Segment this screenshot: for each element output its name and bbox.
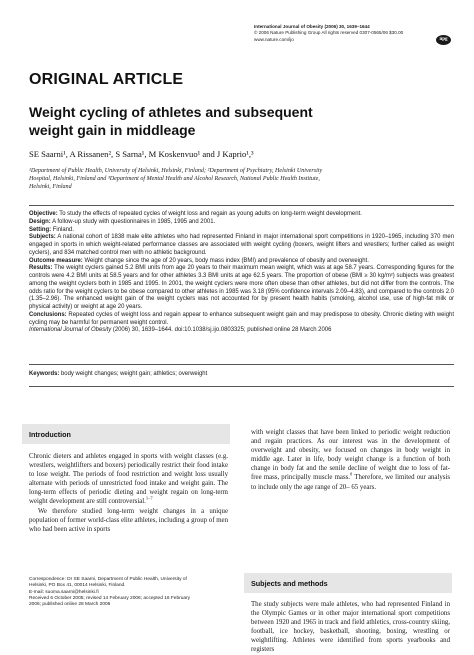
journal-url[interactable]: www.nature.com/ijo xyxy=(254,36,294,42)
copyright-line: © 2006 Nature Publishing Group All rights reserved 0307-0565/06 $30.00 xyxy=(254,30,404,36)
intro-paragraph: with weight classes that have been linked to periodic weight reduction and regain practices. As our interest was in the development of overweight and obesity, we focused on changes in body weight in middle age. Later in life, body weight change is a function of both change in body fat and the senile decline of weight due to loss of fat-free mass, principally muscle mass.$^8$ Therefore, we limited our analysis to include only the age range of 20– 65 years. xyxy=(251,429,451,491)
reference-marker: 1–7 xyxy=(145,496,153,502)
keywords: Keywords: body weight changes; weight gain; athletics; overweight xyxy=(29,371,208,377)
journal-citation: International Journal of Obesity (2006) 30, 1639–1644 xyxy=(254,24,370,29)
correspondence-email[interactable]: E-mail: suoma.saarni@helsinki.fi xyxy=(29,589,99,595)
abstract xyxy=(29,211,454,335)
title-line: weight gain in middleage xyxy=(29,122,196,138)
received-line: Received 6 October 2005; revised 14 February 2006; accepted 16 February xyxy=(29,595,191,601)
abstract-results: Results: The weight cyclers gained 5.2 BMI units from age 20 years to their maximum mean weight, which was at age 58.7 years. Corresponding figures for the controls were 4.2 BMI units at 58.5 years and for other athletes 3.3 BMI units at age 62.5 years. The proportion of obese (BMI ≥ 30 kg/m²) subjects was greatest among the weight cyclers both in 1985 and 1995. In 2001, the weight cyclers were more often obese than other athletes, but did not differ from the controls. The odds ratio for the weight cyclers to be obese compared to other athletes in 1985 was 3.18 (95% confidence intervals 2.09–4.83), and compared to the controls 2.0 (1.35–2.96). The enhanced weight gain of the weight cyclers was not accounted for by present health habits (smoking, alcohol use, use of high-fat milk or physical activity) or weight at age 20 years. xyxy=(29,265,454,310)
article-title xyxy=(29,103,449,139)
correspondence-note xyxy=(29,577,229,608)
section-heading-methods: Subjects and methods xyxy=(251,579,328,588)
abstract-objective: Objective: To study the effects of repeated cycles of weight loss and regain as young adults on long-term weight development. xyxy=(29,211,362,217)
abstract-conclusions: Conclusions: Repeated cycles of weight loss and regain appear to enhance subsequent weight gain and may predispose to obesity. Chronic dieting with weight cycling may be harmful for permanent weight control. xyxy=(29,311,454,326)
npg-logo-icon: npg xyxy=(436,35,451,45)
abstract-setting: Setting: Finland. xyxy=(29,226,74,233)
intro-paragraph: Chronic dieters and athletes engaged in sports with weight classes (e.g. wrestlers, weightlifters and boxers) periodically restrict their food intake to lose weight. The periods of food restriction and weight loss usually alternate with periods of unrestricted food intake and weight gain. The long-term effects of periodic dieting and weight regain on long-term weight development are still controversial.$^{1-7}$ xyxy=(29,453,228,506)
correspondence-line: Correspondence: Dr SE Saarni, Department of Public Health, University of xyxy=(29,577,187,582)
received-line: 2006; published online 28 March 2006 xyxy=(29,602,111,608)
affiliation-line: Helsinki, Finland xyxy=(29,184,72,190)
affiliation-line: Hospital, Helsinki, Finland and ³Department of Mental Health and Alcohol Research, National Public Health Institute, xyxy=(29,176,320,182)
keywords-top-rule xyxy=(29,364,454,365)
abstract-design: Design: A follow-up study with questionnaires in 1985, 1995 and 2001. xyxy=(29,218,216,225)
author-list: SE Saarni¹, A Rissanen², S Sarna¹, M Koskenvuo¹ and J Kaprio¹,³ xyxy=(29,149,254,159)
affiliations xyxy=(29,167,454,191)
introduction-text xyxy=(29,452,228,534)
affiliation-line: ¹Department of Public Health, University of Helsinki, Helsinki, Finland; ²Department of Psychiatry, Helsinki University xyxy=(29,168,323,174)
reference-marker: 8 xyxy=(350,472,353,478)
keywords-bottom-rule xyxy=(29,386,454,387)
section-heading-introduction: Introduction xyxy=(29,430,71,439)
methods-paragraph: The study subjects were male athletes, who had represented Finland in the Olympic Games or in other major international sport competitions between 1920 and 1965 in track and field athletics, cross-country skiing, football, ice hockey, basketball, shooting, boxing, wrestling or weightlifting. Athletes were identified from sports yearbooks and registers xyxy=(251,601,450,654)
intro-continued-text xyxy=(251,428,450,492)
methods-text xyxy=(251,600,450,654)
title-line: Weight cycling of athletes and subsequent xyxy=(29,104,313,120)
article-type: ORIGINAL ARTICLE xyxy=(29,71,184,88)
abstract-citation: International Journal of Obesity (2006) 30, 1639–1644. doi:10.1038/sj.ijo.0803325; published online 28 March 2006 xyxy=(29,327,332,334)
correspondence-line: Helsinki, PO Box 41, 00014 Helsinki, Finland. xyxy=(29,583,126,589)
intro-paragraph: We therefore studied long-term weight changes in a unique population of former world-class elite athletes, including a group of men who had been active in sports xyxy=(29,507,228,533)
abstract-top-rule xyxy=(29,205,454,206)
abstract-subjects: Subjects: A national cohort of 1838 male elite athletes who had represented Finland in major international sport competitions in 1920–1965, including 370 men engaged in sports in which weight-related performance classes are associated with weight cycling (boxers, weight lifters and wrestlers; further called as weight cyclers), and 834 matched control men with no athletic background. xyxy=(29,234,454,256)
abstract-outcome: Outcome measure: Weight change since the age of 20 years, body mass index (BMI) and prevalence of obesity and overweight. xyxy=(29,257,369,264)
journal-header xyxy=(254,24,464,43)
